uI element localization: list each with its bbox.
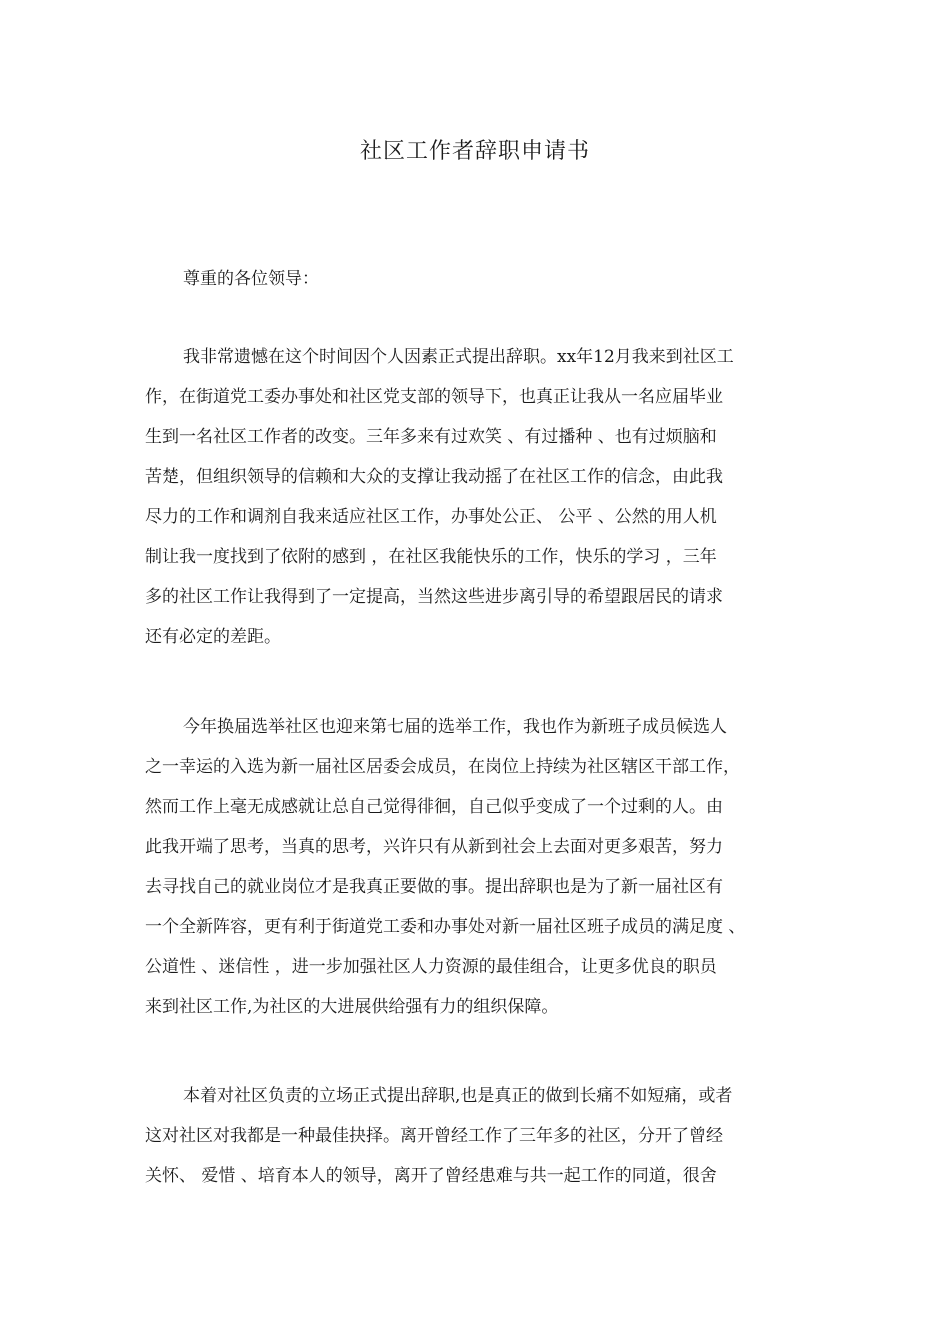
paragraph-line: 多的社区工作让我得到了一定提高，当然这些进步离引导的希望跟居民的请求	[145, 587, 723, 607]
paragraph-line: 公道性 、迷信性 ，进一步加强社区人力资源的最佳组合，让更多优良的职员	[145, 957, 717, 977]
paragraph-line: 还有必定的差距。	[145, 627, 281, 647]
paragraph-line: 此我开端了思考，当真的思考，兴许只有从新到社会上去面对更多艰苦，努力	[145, 837, 723, 857]
paragraph	[145, 707, 835, 1027]
paragraph-line: 来到社区工作,为社区的大进展供给强有力的组织保障。	[145, 997, 559, 1017]
paragraph-line: 本着对社区负责的立场正式提出辞职,也是真正的做到长痛不如短痛，或者	[183, 1086, 733, 1106]
paragraph-line: 关怀、 爱惜 、培育本人的领导，离开了曾经患难与共一起工作的同道，很舍	[145, 1166, 717, 1186]
paragraph-line: 这对社区对我都是一种最佳抉择。离开曾经工作了三年多的社区，分开了曾经	[145, 1126, 723, 1146]
paragraph-line: 今年换届选举社区也迎来第七届的选举工作，我也作为新班子成员候选人	[183, 717, 727, 737]
paragraph-line: 我非常遗憾在这个时间因个人因素正式提出辞职。xx年12月我来到社区工	[183, 347, 734, 367]
paragraph-line: 一个全新阵容，更有利于街道党工委和办事处对新一届社区班子成员的满足度 、	[145, 917, 746, 937]
paragraph-line: 作，在街道党工委办事处和社区党支部的领导下，也真正让我从一名应届毕业	[145, 387, 723, 407]
paragraph-line: 去寻找自己的就业岗位才是我真正要做的事。提出辞职也是为了新一届社区有	[145, 877, 723, 897]
paragraph-line: 苦楚，但组织领导的信赖和大众的支撑让我动摇了在社区工作的信念，由此我	[145, 467, 723, 487]
salutation: 尊重的各位领导：	[183, 269, 319, 289]
paragraph-line: 然而工作上毫无成感就让总自己觉得徘徊，自己似乎变成了一个过剩的人。由	[145, 797, 723, 817]
paragraph-line: 生到一名社区工作者的改变。三年多来有过欢笑 、有过播种 、也有过烦脑和	[145, 427, 717, 447]
paragraph-line: 制让我一度找到了依附的感到 ，在社区我能快乐的工作，快乐的学习 ，三年	[145, 547, 717, 567]
paragraph-line: 尽力的工作和调剂自我来适应社区工作，办事处公正、 公平 、公然的用人机	[145, 507, 717, 527]
paragraph-line: 之一幸运的入选为新一届社区居委会成员，在岗位上持续为社区辖区干部工作，	[145, 757, 740, 777]
paragraph	[145, 337, 835, 657]
document-title: 社区工作者辞职申请书	[359, 139, 590, 164]
paragraph	[145, 1076, 835, 1196]
